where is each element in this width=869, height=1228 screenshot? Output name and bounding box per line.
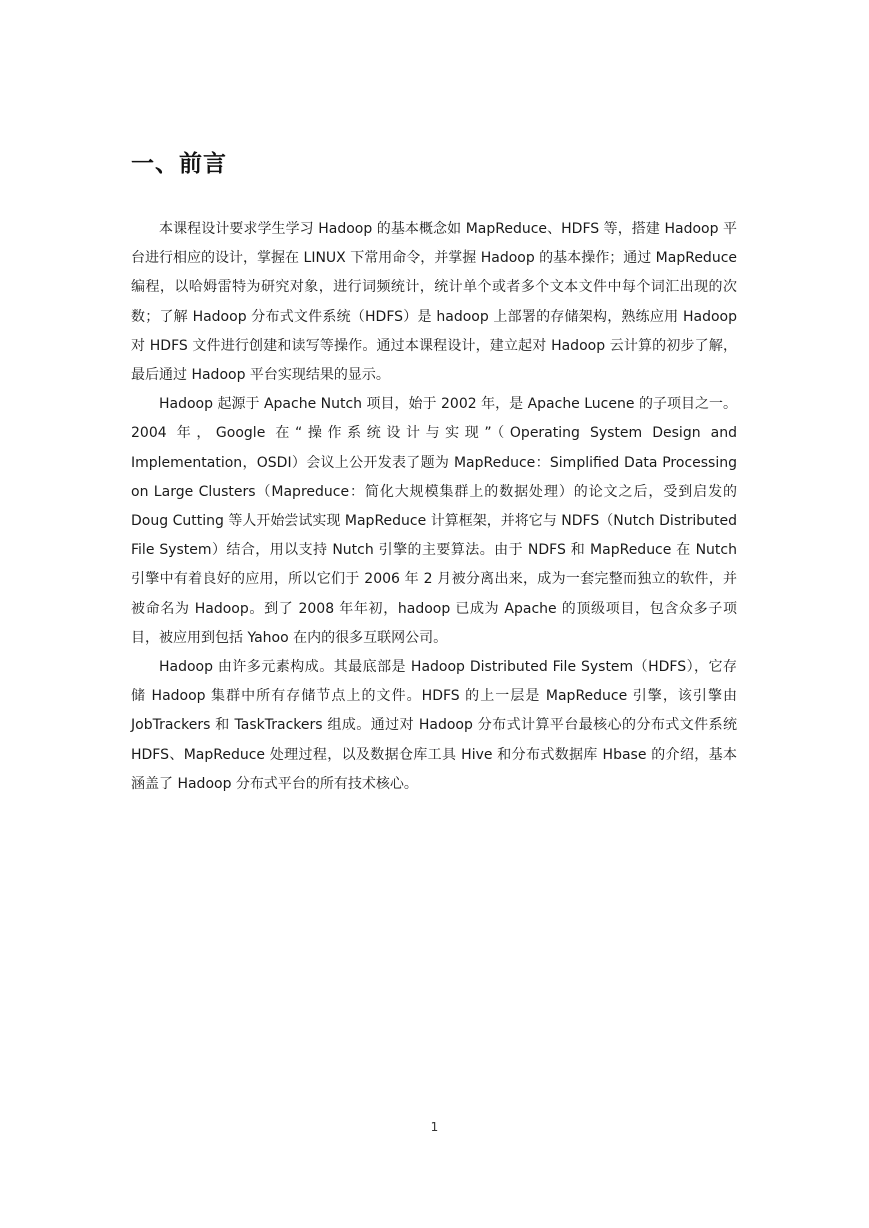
page-number: 1 bbox=[430, 1120, 439, 1134]
section-heading: 一、前言 bbox=[131, 151, 227, 177]
body-text bbox=[131, 215, 737, 799]
paragraph-hadoop-components: Hadoop 由许多元素构成。其最底部是 Hadoop Distributed File System（HDFS），它存储 Hadoop 集群中所有存储节点上的文件。HDFS 的上一层是 MapReduce 引擎，该引擎由 JobTrackers 和 TaskTrackers 组成。通过对 Hadoop 分布式计算平台最核心的分布式文件系统 HDFS、MapReduce 处理过程，以及数据仓库工具 Hive 和分布式数据库 Hbase 的介绍，基本涵盖了 Hadoop 分布式平台的所有技术核心。 bbox=[131, 659, 737, 792]
paragraph-course-intro: 本课程设计要求学生学习 Hadoop 的基本概念如 MapReduce、HDFS 等，搭建 Hadoop 平台进行相应的设计，掌握在 LINUX 下常用命令，并掌握 Hadoop 的基本操作；通过 MapReduce 编程，以哈姆雷特为研究对象，进行词频统计，统计单个或者多个文本文件中每个词汇出现的次数；了解 Hadoop 分布式文件系统（HDFS）是 hadoop 上部署的存储架构，熟练应用 Hadoop 对 HDFS 文件进行创建和读写等操作。通过本课程设计，建立起对 Hadoop 云计算的初步了解，最后通过 Hadoop 平台实现结果的显示。 bbox=[131, 221, 737, 384]
paragraph-hadoop-origin: Hadoop 起源于 Apache Nutch 项目，始于 2002 年，是 Apache Lucene 的子项目之一。2004 年，Google 在“操作系统设计与实现”（Operating System Design and Implementation，OSDI）会议上公开发表了题为 MapReduce：Simplified Data Processing on Large Clusters（Mapreduce：简化大规模集群上的数据处理）的论文之后，受到启发的 Doug Cutting 等人开始尝试实现 MapReduce 计算框架，并将它与 NDFS（Nutch Distributed File System）结合，用以支持 Nutch 引擎的主要算法。由于 NDFS 和 MapReduce 在 Nutch 引擎中有着良好的应用，所以它们于 2006 年 2 月被分离出来，成为一套完整而独立的软件，并被命名为 Hadoop。到了 2008 年年初，hadoop 已成为 Apache 的顶级项目，包含众多子项目，被应用到包括 Yahoo 在内的很多互联网公司。 bbox=[131, 396, 737, 646]
